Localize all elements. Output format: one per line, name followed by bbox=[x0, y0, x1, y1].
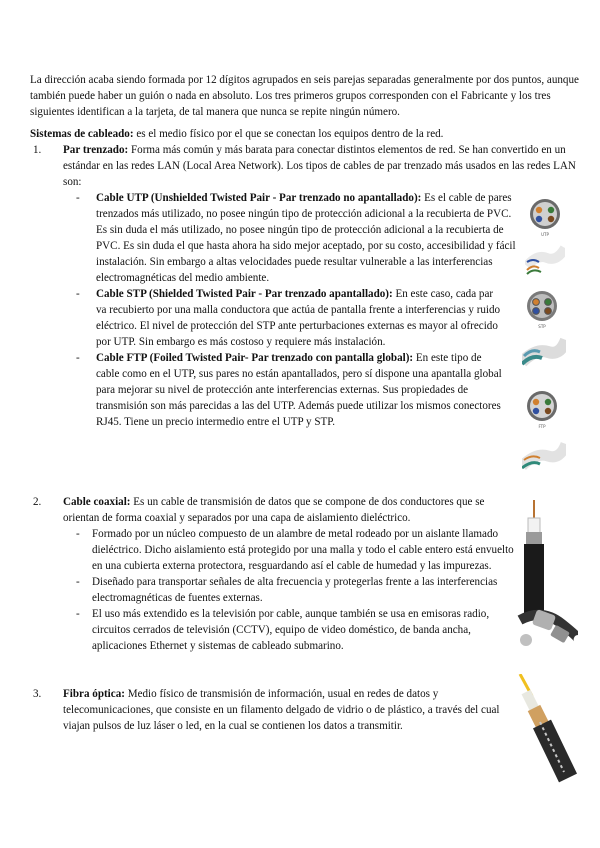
ftp-text: En este tipo de cable como en el UTP, sus pares no están apantallados, pero sí dispone una apantalla global para mejorar su nivel de protección ante interferencias externas. Sus propiedades de transmisión son más parecidas a las del UTP. Además puede utilizar los mismos conectores RJ45. Tiene un precio intermedio entre el UTP y STP. bbox=[96, 352, 502, 428]
utp-cable-image bbox=[525, 196, 565, 280]
list-item-text: El uso más extendido es la televisión por cable, aunque también se usa en emisoras radio, circuitos cerrados de televisión (CCTV), equipo de video doméstico, de banda ancha, aplicaciones Ethernet y sistemas de cableado submarino. bbox=[92, 608, 490, 652]
list-item-text: Diseñado para transportar señales de alta frecuencia y protegerlas frente a las interferencias electromagnéticas de fuentes externas. bbox=[92, 576, 498, 604]
intro-paragraph: La dirección acaba siendo formada por 12 dígitos agrupados en seis parejas separadas generalmente por dos puntos, aunque también puede haber un guión o nada en absoluto. Los tres primeros grupos corresponden con el Fabricante y los tres siguientes identifican a la tarjeta, de tal manera que nunca se repite ningún número. bbox=[30, 74, 579, 118]
list-item bbox=[48, 526, 518, 574]
list-item-ftp bbox=[48, 350, 506, 430]
utp-caption: UTP bbox=[541, 232, 549, 237]
fiber-optic-image bbox=[512, 674, 578, 784]
dash-marker: - bbox=[76, 352, 80, 364]
stp-label: Cable STP (Shielded Twisted Pair - Par trenzado apantallado): bbox=[96, 288, 393, 300]
ftp-label: Cable FTP (Foiled Twisted Pair- Par trenzado con pantalla global): bbox=[96, 352, 414, 364]
section-number: 3. bbox=[33, 688, 42, 700]
stp-caption: STP bbox=[538, 324, 546, 329]
list-item-stp bbox=[48, 286, 506, 350]
section-text: Es un cable de transmisión de datos que se compone de dos conductores que se orientan de forma coaxial y separados por una capa de aislamiento dieléctrico. bbox=[63, 496, 485, 524]
list-item bbox=[48, 606, 518, 654]
dash-marker: - bbox=[76, 528, 80, 540]
section-label: Fibra óptica: bbox=[63, 688, 125, 700]
utp-text: Es el cable de pares trenzados más utilizado, no posee ningún tipo de protección adicional a la recubierta de PVC. Es sin duda el más utilizado, no posee ningún tipo de protección adicional a la recubierta de PVC. Es sin duda el que hasta ahora ha sido mejor aceptado, por su costo, accesibilidad y fácil instalación. Sin embargo a altas velocidades puede resultar vulnerable a las interferencias electromagnéticas del medio ambiente. bbox=[96, 192, 516, 284]
dash-marker: - bbox=[76, 608, 80, 620]
section-number: 2. bbox=[33, 496, 42, 508]
ftp-caption: FTP bbox=[538, 424, 546, 429]
systems-text: es el medio físico por el que se conectan los equipos dentro de la red. bbox=[133, 128, 444, 140]
stp-cable-image bbox=[522, 288, 566, 374]
list-item-text: Formado por un núcleo compuesto de un alambre de metal rodeado por un aislante llamado dieléctrico. Dicho aislamiento está protegido por una malla y todo el cable entero está envuelto en una cubierta externa protectora, resguardando así el cable de humedad y las impurezas. bbox=[92, 528, 514, 572]
section-coaxial bbox=[33, 494, 518, 654]
stp-text: En este caso, cada par va recubierto por una malla conductora que actúa de pantalla frente a interferencias y ruido eléctrico. El nivel de protección del STP ante perturbaciones externas es mayor al ofrecido por UTP. Sin embargo es más costoso y requiere más instalación. bbox=[96, 288, 501, 348]
systems-heading bbox=[30, 126, 590, 142]
list-item bbox=[48, 574, 518, 606]
section-number: 1. bbox=[33, 144, 42, 156]
dash-marker: - bbox=[76, 192, 80, 204]
ftp-cable-image bbox=[522, 388, 566, 478]
utp-label: Cable UTP (Unshielded Twisted Pair - Par trenzado no apantallado): bbox=[96, 192, 422, 204]
systems-label: Sistemas de cableado: bbox=[30, 128, 134, 140]
section-label: Cable coaxial: bbox=[63, 496, 131, 508]
section-twisted-pair bbox=[33, 142, 578, 430]
dash-marker: - bbox=[76, 288, 80, 300]
coaxial-cable-image bbox=[512, 500, 578, 660]
section-text: Medio físico de transmisión de información, usual en redes de datos y telecomunicaciones, que consiste en un filamento delgado de vidrio o de plástico, a través del cual viajan pulsos de luz láser o led, en la cual se contienen los datos a transmitir. bbox=[63, 688, 500, 732]
section-fiber bbox=[33, 686, 508, 734]
section-label: Par trenzado: bbox=[63, 144, 129, 156]
list-item-utp bbox=[48, 190, 516, 286]
section-text: Forma más común y más barata para conectar distintos elementos de red. Se han convertido en un estándar en las redes LAN (Local Area Network). Los tipos de cables de par trenzado más usados en las redes LAN son: bbox=[63, 144, 576, 188]
dash-marker: - bbox=[76, 576, 80, 588]
